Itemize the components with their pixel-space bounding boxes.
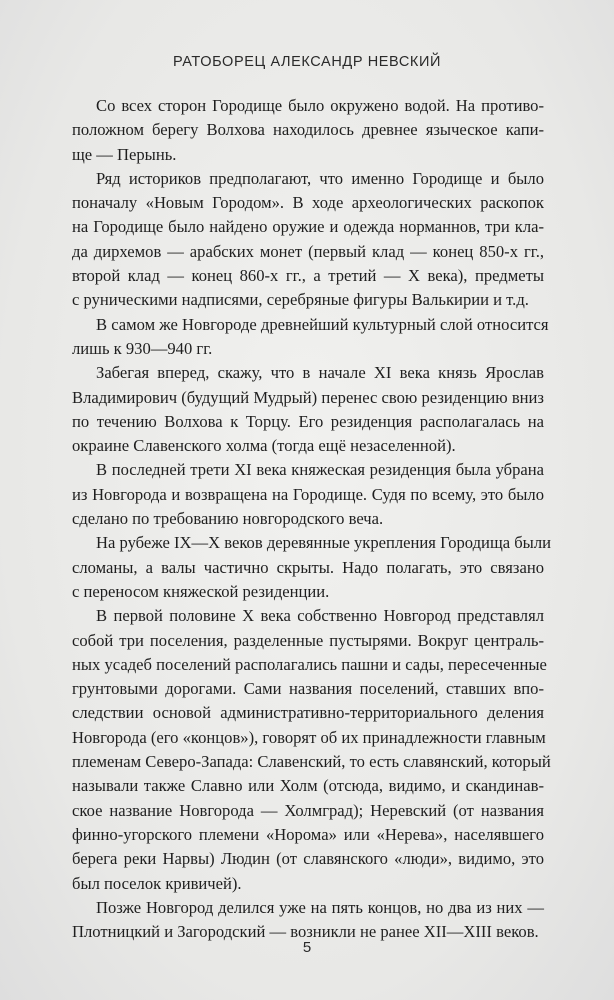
paragraph <box>72 458 544 531</box>
text-line: Со всех сторон Городище было окружено водой. На противо- <box>96 96 544 115</box>
text-line: финно-угорского племени «Норома» или «Нерева», населявшего <box>72 824 544 844</box>
paragraph <box>72 361 544 458</box>
body-text <box>72 94 551 944</box>
text-line: сделано по требованию новгородского веча. <box>72 509 384 529</box>
text-line: Позже Новгород делился уже на пять концов, но два из них — <box>96 897 544 917</box>
paragraph <box>72 313 549 362</box>
text-line: называли также Славно или Холм (отсюда, видимо, и скандинав- <box>72 776 544 796</box>
text-line: грунтовыми дорогами. Сами названия поселений, ставших впо- <box>72 679 544 699</box>
text-line: был поселок кривичей). <box>72 873 242 893</box>
paragraph <box>72 167 544 313</box>
text-line: Владимирович (будущий Мудрый) перенес свою резиденцию вниз <box>72 387 544 407</box>
text-line: собой три поселения, разделенные пустырями. Вокруг централь- <box>72 630 544 650</box>
text-line: В последней трети XI века княжеская резиденция была убрана <box>96 460 544 480</box>
text-line: Плотницкий и Загородский — возникли не ранее XII—XIII веков. <box>72 922 539 942</box>
text-line: да дирхемов — арабских монет (первый клад — конец 850-х гг., <box>72 241 544 261</box>
text-line: Новгорода (его «концов»), говорят об их принадлежности главным <box>72 727 546 747</box>
paragraph <box>72 531 551 604</box>
text-line: В самом же Новгороде древнейший культурный слой относится <box>96 314 549 334</box>
text-line: На рубеже IX—X веков деревянные укрепления Городища были <box>96 533 551 553</box>
page-number: 5 <box>302 939 312 956</box>
text-line: ных усадеб поселений располагались пашни и сады, пересеченные <box>72 654 547 674</box>
text-line: берега реки Нарвы) Людин (от славянского «люди», видимо, это <box>72 849 544 869</box>
text-line: второй клад — конец 860-х гг., а третий — X века), предметы <box>72 266 544 286</box>
paragraph <box>72 94 544 167</box>
text-line: ское название Новгорода — Холмград); Неревский (от названия <box>72 800 544 820</box>
paragraph <box>72 604 551 896</box>
text-line: из Новгорода и возвращена на Городище. Судя по всему, это было <box>72 484 544 504</box>
text-line: племенам Северо-Запада: Славенский, то есть славянский, который <box>72 752 551 772</box>
text-line: лишь к 930—940 гг. <box>72 338 213 358</box>
text-line: на Городище было найдено оружие и одежда норманнов, три кла- <box>72 217 544 237</box>
text-line: по течению Волхова к Торцу. Его резиденция располагалась на <box>72 411 544 431</box>
text-line: В первой половине X века собственно Новгород представлял <box>96 606 544 626</box>
text-line: положном берегу Волхова находилось древнее языческое капи- <box>72 120 544 140</box>
text-line: с руническими надписями, серебряные фигуры Валькирии и т.д. <box>72 290 529 310</box>
text-line: сломаны, а валы частично скрыты. Надо полагать, это связано <box>72 557 544 577</box>
text-line: окраине Славенского холма (тогда ещё незаселенной). <box>72 436 456 456</box>
text-line: с переносом княжеской резиденции. <box>72 581 330 601</box>
text-line: поначалу «Новым Городом». В ходе археологических раскопок <box>72 193 544 213</box>
text-line: Ряд историков предполагают, что именно Городище и было <box>96 168 544 188</box>
text-line: Забегая вперед, скажу, что в начале XI века князь Ярослав <box>96 363 544 383</box>
running-header: РАТОБОРЕЦ АЛЕКСАНДР НЕВСКИЙ <box>172 54 442 70</box>
text-line: ще — Перынь. <box>72 144 177 164</box>
paragraph <box>72 896 544 945</box>
text-line: следствии основой административно-территориального деления <box>72 703 544 723</box>
